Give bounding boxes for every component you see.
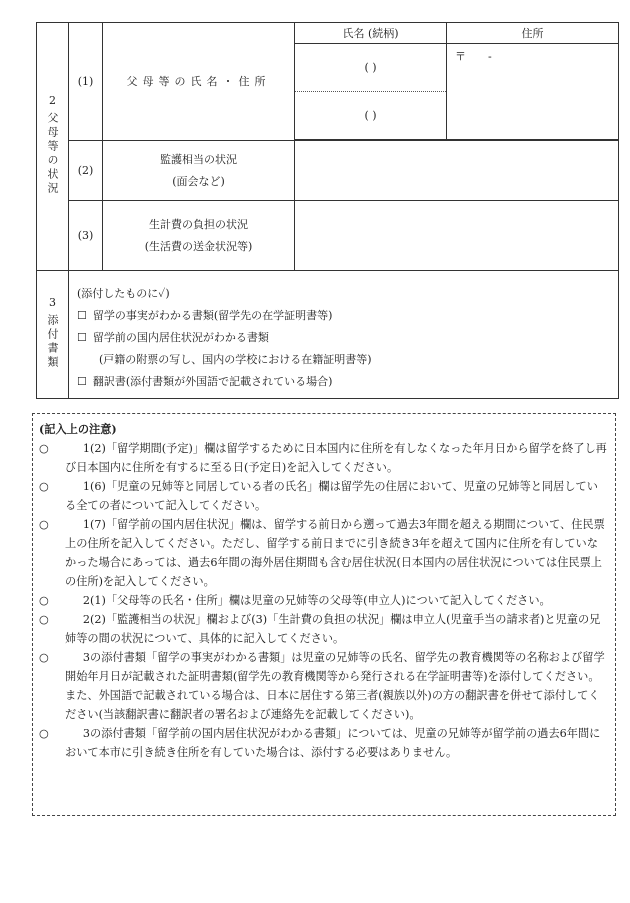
attachment-option-label: 翻訳書(添付書類が外国語で記載されている場合) <box>92 375 333 388</box>
attachments-cell <box>69 271 619 399</box>
circle-bullet-icon: ○ <box>39 442 49 455</box>
note-item <box>39 439 607 477</box>
postal-dash: - <box>488 50 492 63</box>
filling-notes-box <box>32 413 616 816</box>
checkbox-icon[interactable]: ☐ <box>77 375 87 388</box>
parent2-relation-placeholder: ( ) <box>364 109 377 122</box>
section3-title: 添付書類 <box>46 314 59 370</box>
name-relation-header: 氏名 (続柄) <box>295 23 447 44</box>
item1-label <box>103 23 295 141</box>
circle-bullet-icon: ○ <box>39 480 49 493</box>
note-item <box>39 591 607 610</box>
circle-bullet-icon: ○ <box>39 613 49 626</box>
section3-label <box>37 271 69 399</box>
note-item <box>39 648 607 724</box>
note-text: 3の添付書類「留学前の国内居住状況がわかる書類」については、児童の兄姉等が留学前の過去6年間において本市に引き続き住所を有していた場合は、添付する必要はありません。 <box>65 727 601 759</box>
item2-label-line1: 監護相当の状況 <box>160 152 237 166</box>
note-item <box>39 610 607 648</box>
parent1-relation-placeholder: ( ) <box>364 61 377 74</box>
item1-label-text: 父母等の氏名・住所 <box>126 74 271 88</box>
attachment-option-translation[interactable] <box>77 371 618 393</box>
note-text: 1(7)「留学前の国内居住状況」欄は、留学する前日から遡って過去3年間を超える期間について、住民票上の住所を記入してください。ただし、留学する前日までに引き続き3年を超えて国内に住所を有していなかった場合にあっては、過去6年間の海外居住期間も含む居住状況(日本国内の居住状況については住民票上の住所)を記入してください。 <box>65 518 605 588</box>
note-text: 2(2)「監護相当の状況」欄および(3)「生計費の負担の状況」欄は申立人(児童手当の請求者)と児童の兄姉等の間の状況について、具体的に記入してください。 <box>65 613 601 645</box>
living-expense-field[interactable] <box>295 201 619 271</box>
item3-label <box>103 201 295 271</box>
circle-bullet-icon: ○ <box>39 727 49 740</box>
supervision-status-field[interactable] <box>295 141 619 201</box>
attachment-option-label: 留学前の国内居住状況がわかる書類 <box>92 331 269 344</box>
note-item <box>39 477 607 515</box>
checkbox-icon[interactable]: ☐ <box>77 309 87 322</box>
attachment-option-study-proof[interactable] <box>77 305 618 327</box>
postal-mark: 〒 <box>455 50 466 63</box>
note-text: 1(2)「留学期間(予定)」欄は留学するために日本国内に住所を有しなくなった年月日から留学を終了し再び日本国内に住所を有するに至る日(予定日)を記入してください。 <box>65 442 607 474</box>
parent1-name-field[interactable] <box>295 44 447 92</box>
section2-title: 父母等の状況 <box>46 112 59 196</box>
item2-label <box>103 141 295 201</box>
item1-number: (1) <box>69 23 103 141</box>
note-item <box>39 724 607 762</box>
circle-bullet-icon: ○ <box>39 518 49 531</box>
note-item <box>39 515 607 591</box>
note-text: 1(6)「児童の兄姉等と同居している者の氏名」欄は留学先の住居において、児童の兄姉等と同居している全ての者について記入してください。 <box>65 480 598 512</box>
address-header: 住所 <box>447 23 619 44</box>
note-text: 3の添付書類「留学の事実がわかる書類」は児童の兄姉等の氏名、留学先の教育機関等の名称および留学開始年月日が記載された証明書類(留学先の教育機関等から発行される在学証明書等)を添付してください。また、外国語で記載されている場合は、日本に居住する第三者(親族以外)の方の翻訳書を併せて添付してください(当該翻訳書に翻訳者の署名および連絡先を記載してください)。 <box>65 651 605 721</box>
item3-label-line2: (生活費の送金状況等) <box>144 239 253 253</box>
notes-title: (記入上の注意) <box>39 422 117 436</box>
section3-number: 3 <box>49 296 56 309</box>
attachment-option-label: 留学の事実がわかる書類(留学先の在学証明書等) <box>92 309 333 322</box>
item2-number: (2) <box>69 141 103 201</box>
parents-status-form-table <box>36 22 619 399</box>
section2-label <box>37 23 69 271</box>
item3-number: (3) <box>69 201 103 271</box>
item2-label-line2: (面会など) <box>172 174 225 188</box>
circle-bullet-icon: ○ <box>39 651 49 664</box>
section2-number: 2 <box>49 94 56 107</box>
parent2-name-field[interactable] <box>295 92 447 140</box>
attachment-option-residence-proof[interactable] <box>77 327 618 349</box>
note-text: 2(1)「父母等の氏名・住所」欄は児童の兄姉等の父母等(申立人)について記入してください。 <box>82 594 551 607</box>
item3-label-line1: 生計費の負担の状況 <box>149 217 248 231</box>
parent1-address-field[interactable] <box>447 44 619 140</box>
attachment-option-residence-sub: (戸籍の附票の写し、国内の学校における在籍証明書等) <box>99 353 372 366</box>
checkbox-icon[interactable]: ☐ <box>77 331 87 344</box>
attachments-intro: (添付したものに✓) <box>77 287 170 300</box>
circle-bullet-icon: ○ <box>39 594 49 607</box>
